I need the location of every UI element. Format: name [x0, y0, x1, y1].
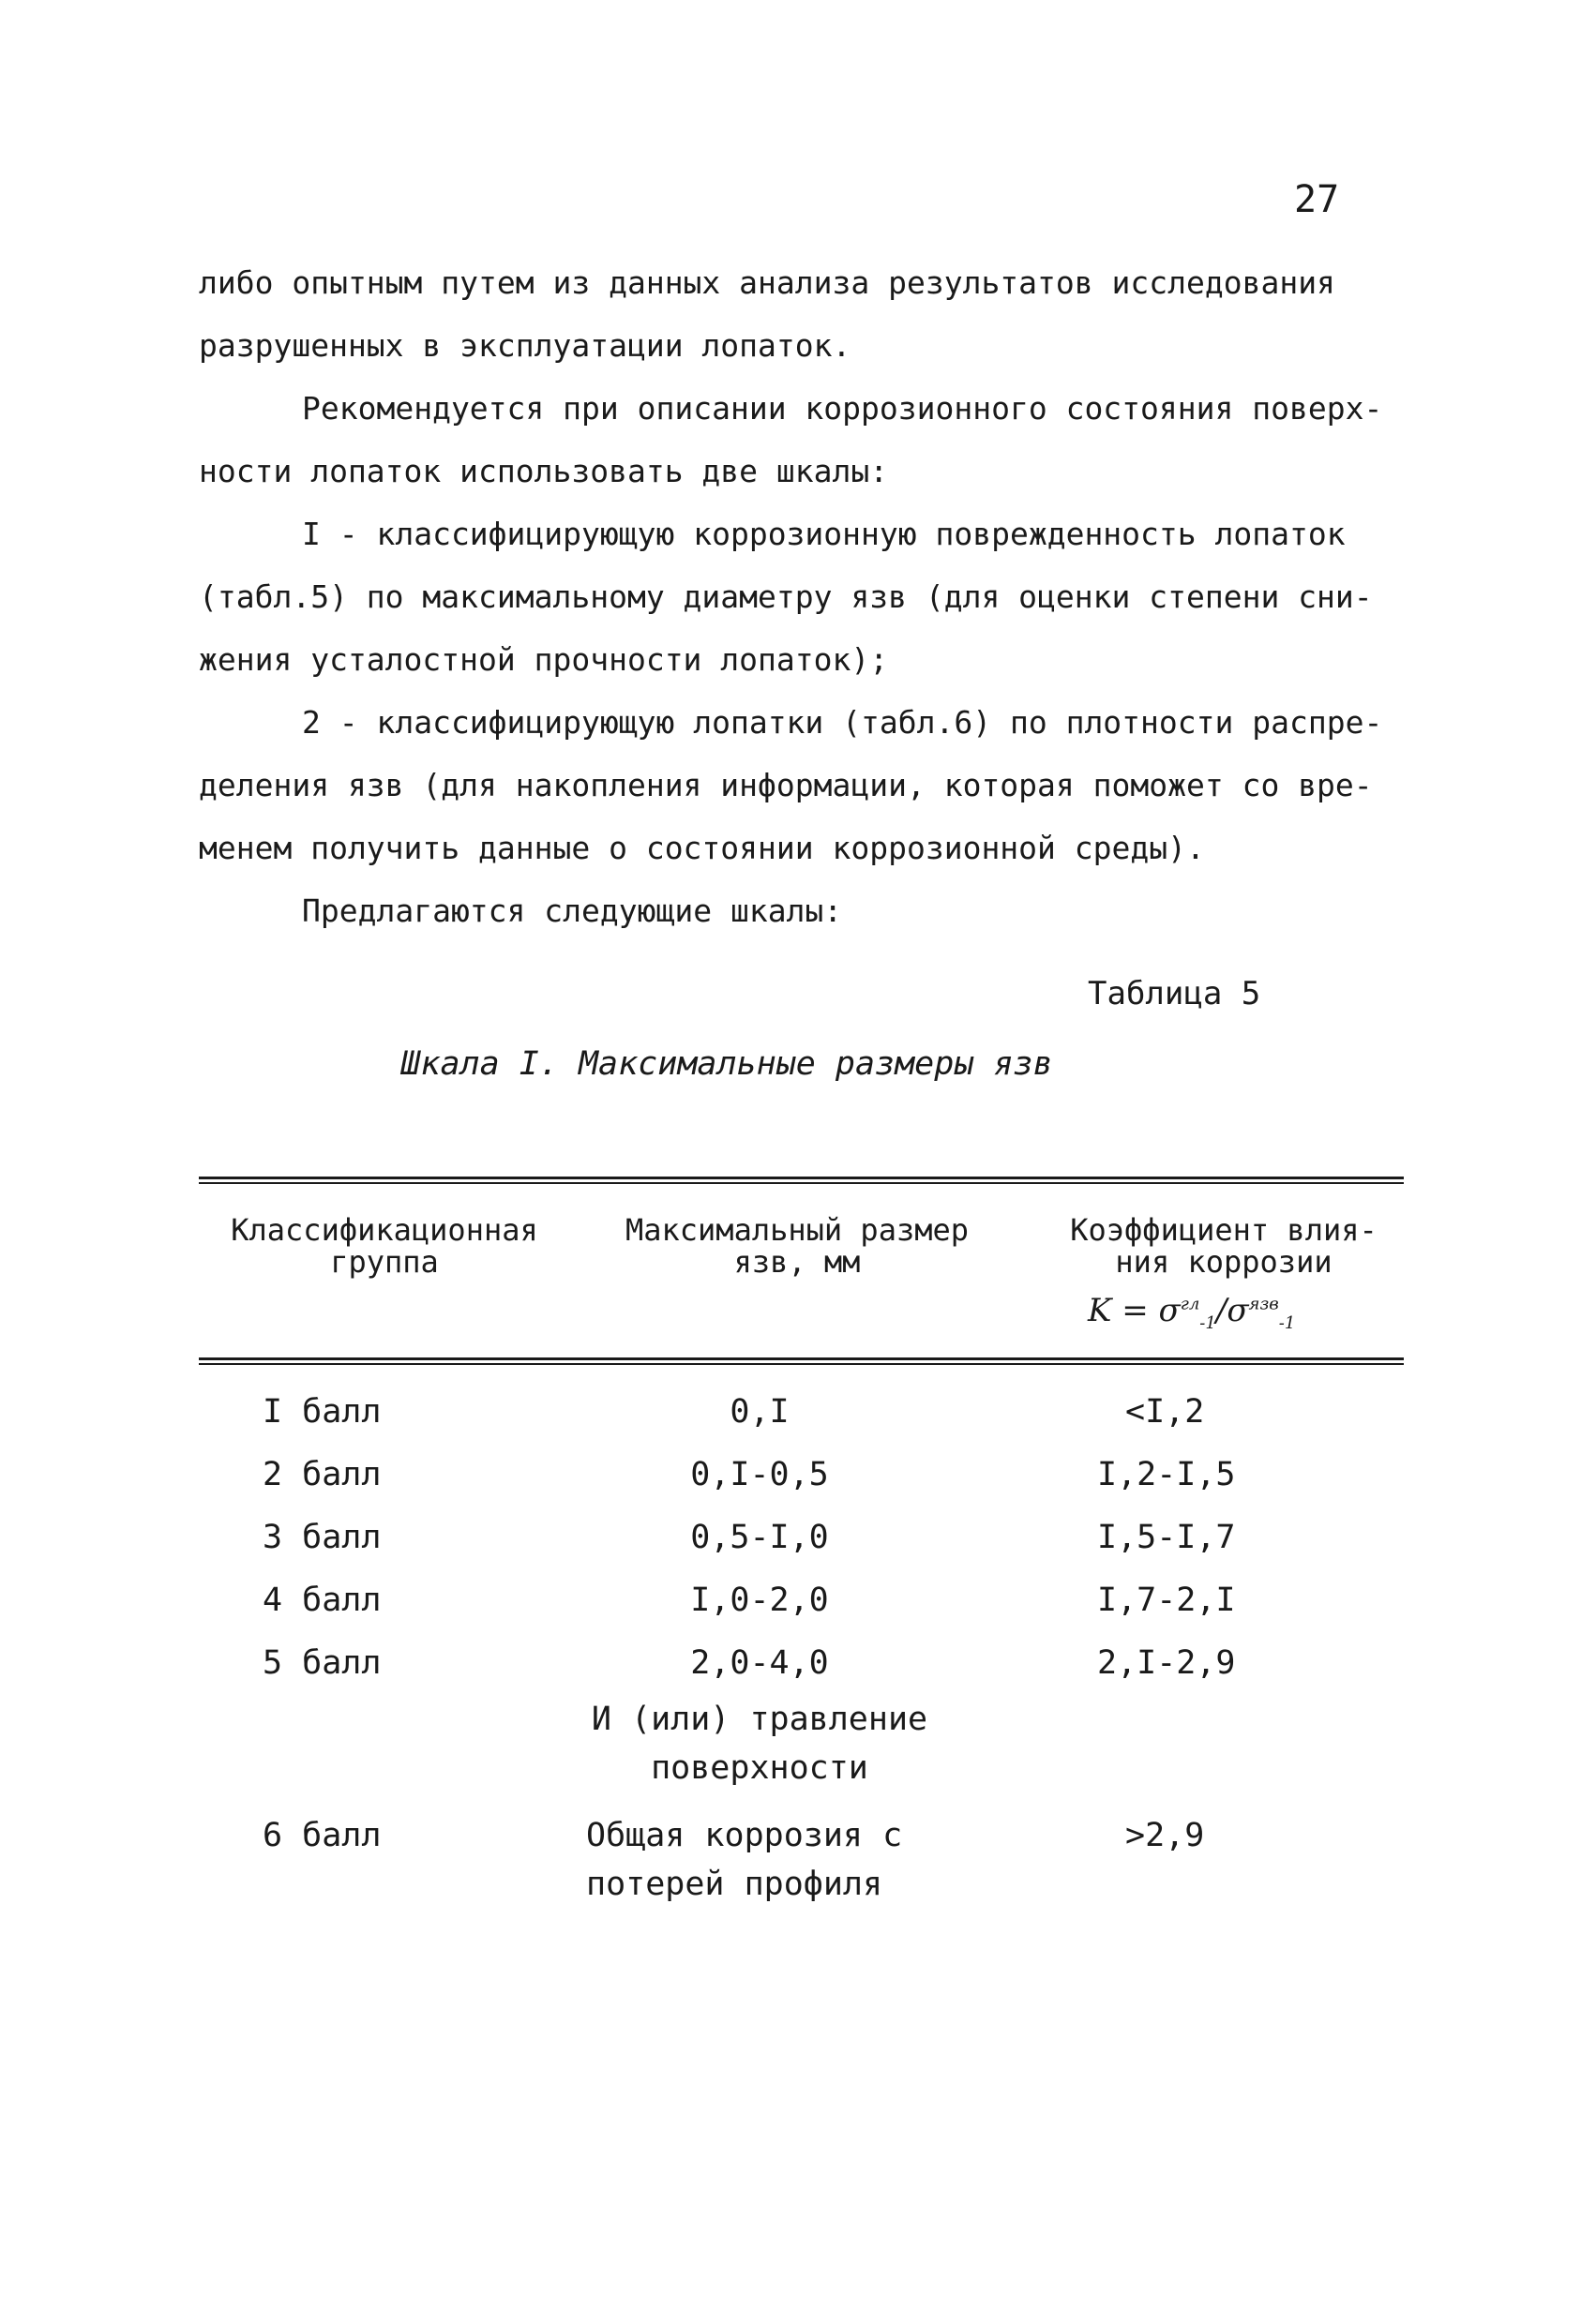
formula-superscript: гл	[1180, 1294, 1200, 1314]
formula-sigma: σ	[1158, 1292, 1181, 1329]
body-text	[199, 251, 1418, 942]
cell-coefficient: I,7-2,I	[1097, 1582, 1236, 1619]
cell-group: 5 балл	[263, 1644, 382, 1682]
header-max-size	[600, 1214, 994, 1278]
cell-coefficient: I,2-I,5	[1097, 1456, 1236, 1493]
table-caption: Таблица 5	[1088, 975, 1261, 1012]
header-line: Классификационная	[231, 1212, 538, 1248]
cell-size: поверхности	[651, 1749, 868, 1787]
text-line: Предлагаются следующие шкалы:	[302, 892, 843, 929]
text-line: ности лопаток использовать две шкалы:	[199, 453, 889, 489]
page-number: 27	[1294, 178, 1340, 221]
text-line: деления язв (для накопления информации, которая поможет со вре-	[199, 767, 1373, 803]
formula-subscript: -1	[1278, 1312, 1296, 1333]
formula-sigma: σ	[1227, 1292, 1249, 1329]
cell-group: I балл	[263, 1393, 382, 1431]
header-classification-group	[216, 1214, 553, 1278]
cell-group: 3 балл	[263, 1519, 382, 1556]
cell-size: Общая коррозия с	[586, 1817, 903, 1854]
header-corrosion-coefficient	[1041, 1214, 1407, 1278]
text-line: либо опытным путем из данных анализа результатов исследования	[199, 264, 1335, 301]
cell-size: 0,5-I,0	[690, 1519, 829, 1556]
text-line: разрушенных в эксплуатации лопаток.	[199, 327, 851, 364]
table-title: Шкала I. Максимальные размеры язв	[400, 1045, 1053, 1083]
cell-group: 4 балл	[263, 1582, 382, 1619]
header-line: группа	[330, 1244, 439, 1280]
text-line: жения усталостной прочности лопаток);	[199, 641, 889, 678]
cell-coefficient: <I,2	[1125, 1393, 1205, 1431]
text-line: I - классифицирующую коррозионную поврежденность лопаток	[302, 516, 1346, 552]
corrosion-coefficient-formula	[1088, 1292, 1295, 1333]
formula-k: K =	[1088, 1292, 1149, 1329]
header-line: Максимальный размер	[625, 1212, 970, 1248]
header-line: ния коррозии	[1115, 1244, 1333, 1280]
cell-size: I,0-2,0	[690, 1582, 829, 1619]
cell-size: 0,I-0,5	[690, 1456, 829, 1493]
text-line: Рекомендуется при описании коррозионного состояния поверх-	[302, 390, 1383, 427]
cell-coefficient: 2,I-2,9	[1097, 1644, 1236, 1682]
cell-coefficient: >2,9	[1125, 1817, 1205, 1854]
cell-coefficient: I,5-I,7	[1097, 1519, 1236, 1556]
header-line: язв, мм	[733, 1244, 861, 1280]
formula-superscript: язв	[1248, 1294, 1279, 1314]
table-header-rule	[199, 1357, 1404, 1365]
cell-size: потерей профиля	[586, 1866, 883, 1903]
text-line: менем получить данные о состоянии коррозионной среды).	[199, 830, 1205, 866]
cell-size: И (или) травление	[591, 1701, 928, 1738]
formula-subscript: -1	[1199, 1312, 1216, 1333]
cell-size: 2,0-4,0	[690, 1644, 829, 1682]
cell-group: 6 балл	[263, 1817, 382, 1854]
text-line: (табл.5) по максимальному диаметру язв (для оценки степени сни-	[199, 578, 1373, 615]
formula-slash: /	[1215, 1292, 1227, 1329]
text-line: 2 - классифицирующую лопатки (табл.6) по плотности распре-	[302, 704, 1383, 741]
header-line: Коэффициент влия-	[1070, 1212, 1378, 1248]
table-top-rule	[199, 1177, 1404, 1184]
cell-group: 2 балл	[263, 1456, 382, 1493]
cell-size: 0,I	[730, 1393, 790, 1431]
